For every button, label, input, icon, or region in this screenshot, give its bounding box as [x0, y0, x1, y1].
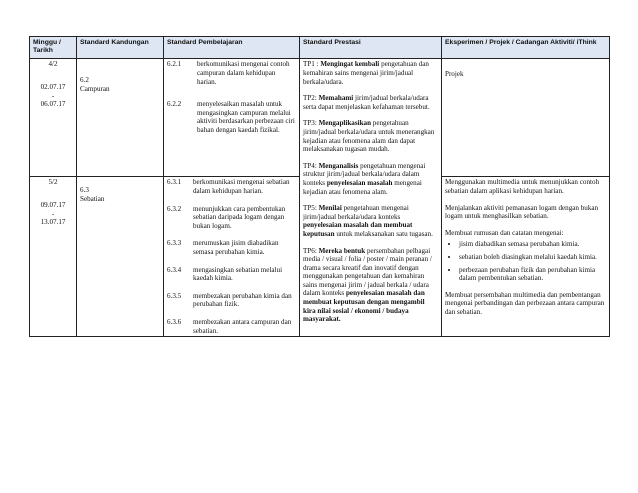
sp-item: 6.2.2 menyelesaikan masalah untuk mengasingkan campuran melalui aktiviti berdasarkan perbezaan ciri bahan dengan kaedah fizikal. [167, 100, 295, 134]
prestasi-tp4: TP4: Menganalisis pengetahuan mengenai struktur jirim/jadual berkala/udara dalam konteks penyelesaian masalah mengenai kejadian atau fenomena alam. [303, 161, 426, 196]
standard-pembelajaran-cell [164, 59, 300, 177]
list-item: • perbezaan perubahan fizik dan perubahan kimia dalam pembentukan sebatian. [459, 266, 606, 283]
standard-kandungan-cell [77, 59, 164, 177]
header-eksperimen: Eksperimen / Projek / Cadangan Aktiviti/ iThink [442, 37, 610, 59]
header-standard-prestasi: Standard Prestasi [300, 37, 442, 59]
prestasi-tp6: TP6: Mereka bentuk persembahan pelbagai media / visual / folia / poster / main peranan / drama secara kreatif dan inovatif dengan menggunakan pengetahuan dan kemahiran sains mengenai jirim / jadual berkala / udara dalam konteks penyelesaian masalah dan membuat keputusan dengan mengambil kira nilai sosial / ekonomi / budaya masyarakat. [303, 246, 432, 324]
date-dash: - [51, 209, 55, 218]
date-to: 06.07.17 [40, 100, 66, 109]
header-row [30, 37, 610, 59]
ep-list [445, 240, 606, 282]
ep-paragraph: Menjalankan aktiviti pemanasan logam dengan bukan logam untuk menghasilkan sebatian. [445, 203, 599, 221]
sp-item: 6.3.3 merumuskan jisim diabadikan semasa perubahan kimia. [167, 239, 279, 256]
sp-item: 6.3.2 menunjukkan cara pembentukan sebatian daripada logam dengan bukan logam. [167, 204, 286, 230]
sp-item: 6.2.1 berkomunikasi mengenai contoh campuran dalam kehidupan harian. [167, 60, 290, 86]
list-item: • jisim diabadikan semasa perubahan kimia. [459, 240, 606, 249]
sk-title: Sebatian [80, 195, 105, 203]
week-cell [30, 177, 77, 337]
prestasi-tp1: TP1 : Mengingat kembali pengetahuan dan kemahiran sains mengenai jirim/jadual berkala/udara. [303, 60, 429, 86]
ep-paragraph: Menggunakan multimedia untuk menunjukkan contoh sebatian dalam aplikasi kehidupan harian. [445, 178, 600, 195]
week-number: 4/2 [48, 60, 58, 69]
eksperimen-cell [442, 59, 610, 177]
sk-code: 6.3 [80, 186, 89, 195]
ep-paragraph: Membuat persembahan multimedia dan pembentangan mengenai perbandingan dan perbezaan antara campuran dan sebatian. [445, 290, 605, 316]
header-week: Minggu / Tarikh [30, 37, 77, 59]
week-cell [30, 59, 77, 177]
date-from: 02.07.17 [40, 83, 66, 91]
ep-paragraph: Membuat rumusan dan catatan mengenai: [445, 228, 564, 237]
standard-kandungan-cell [77, 177, 164, 337]
sk-title: Campuran [80, 85, 110, 93]
prestasi-tp3: TP3: Mengaplikasikan pengetahuan jirim/jadual berkala/udara untuk menerangkan kejadian atau fenomena alam dan dapat melaksanakan tugasan mudah. [303, 119, 435, 154]
standard-prestasi-cell [300, 59, 442, 337]
prestasi-tp5: TP5: Menilai pengetahuan mengenai jirim/jadual berkala/udara konteks penyelesaian masalah dan membuat keputusan untuk melaksanakan satu tugasan. [303, 204, 433, 238]
standard-pembelajaran-cell [164, 177, 300, 337]
sp-item: 6.3.5 membezakan perubahan kimia dan perubahan fizik. [167, 291, 292, 309]
eksperimen-cell [442, 177, 610, 337]
date-from: 09.07.17 [40, 201, 66, 209]
sp-item: 6.3.1 berkomunikasi mengenai sebatian dalam kehidupan harian. [167, 178, 290, 195]
date-to: 13.07.17 [40, 218, 66, 227]
table-row [30, 59, 610, 177]
prestasi-tp2: TP2: Memahami jirim/jadual berkala/udara serta dapat menjelaskan kefahaman tersebut. [303, 94, 430, 111]
sk-code: 6.2 [80, 76, 89, 85]
lesson-plan-table [29, 36, 610, 337]
sp-item: 6.3.6 membezakan antara campuran dan sebatian. [167, 317, 292, 335]
header-standard-kandungan: Standard Kandungan [77, 37, 164, 59]
header-standard-pembelajaran: Standard Pembelajaran [164, 37, 300, 59]
list-item: • sebatian boleh diasingkan melalui kaedah kimia. [459, 253, 606, 262]
sp-item: 6.3.4 mengasingkan sebatian melalui kaedah kimia. [167, 265, 283, 283]
date-dash: - [51, 91, 55, 100]
ep-projek: Projek [445, 70, 464, 79]
week-number: 5/2 [48, 178, 58, 187]
